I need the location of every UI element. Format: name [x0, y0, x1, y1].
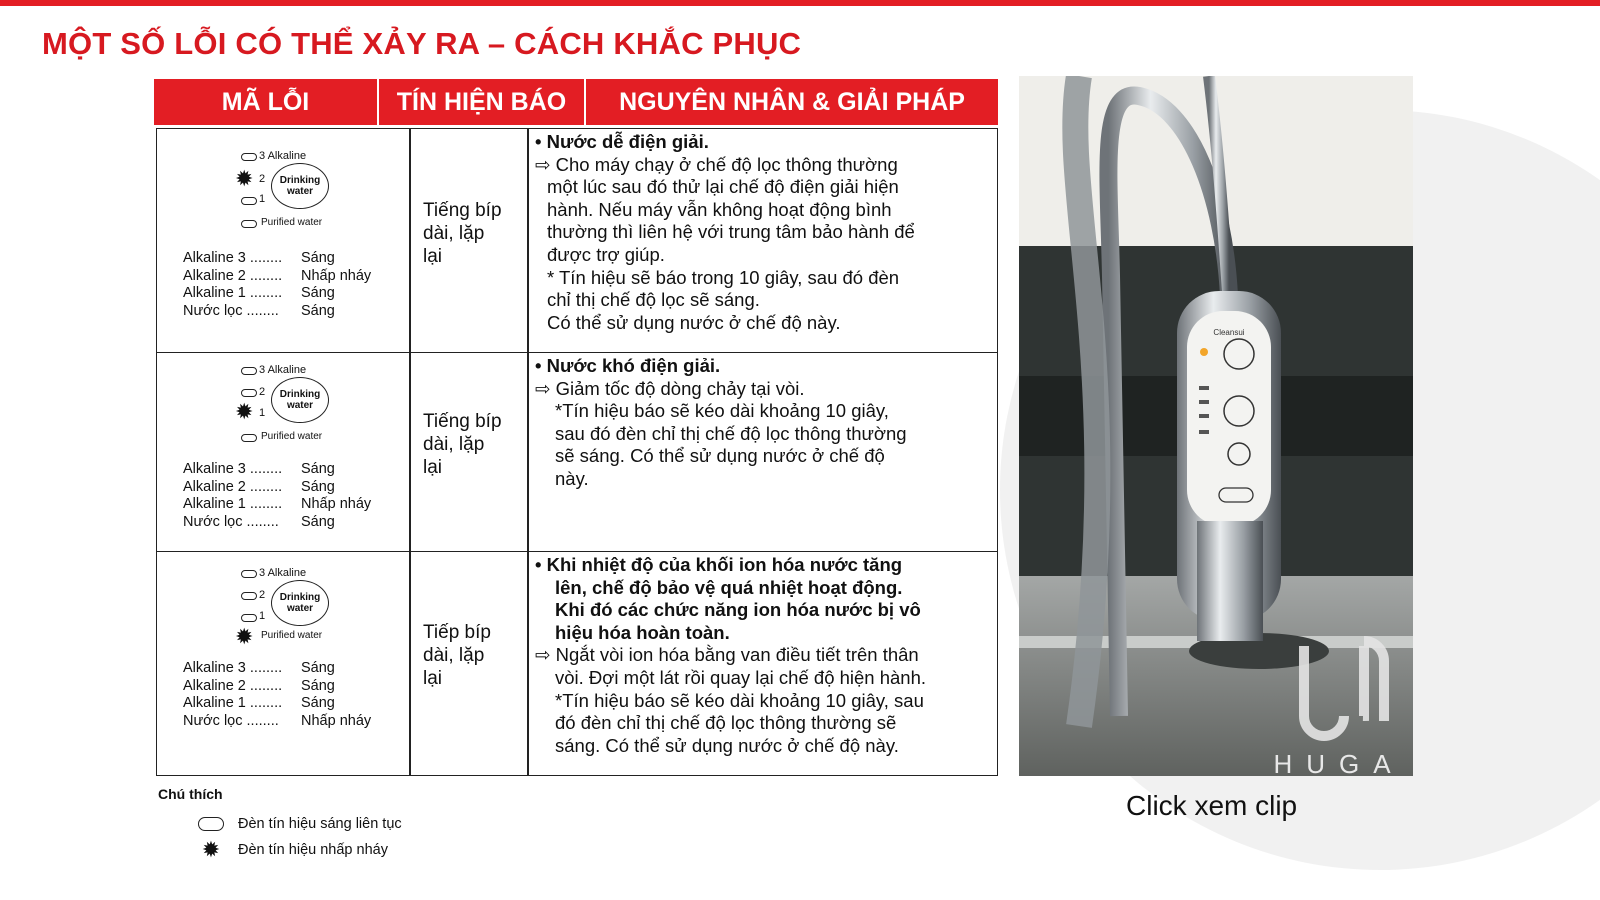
- solution-line: hành. Nếu máy vẫn không hoạt động bình: [547, 198, 892, 220]
- faucet-photo: [1019, 76, 1413, 776]
- blink-icon: ✹: [235, 624, 254, 649]
- status-value: Sáng: [301, 302, 335, 319]
- status-key: Alkaline 2 ........: [183, 478, 283, 495]
- solution-line: ⇨ Ngắt vòi ion hóa bằng van điều tiết trên thân: [535, 644, 919, 666]
- drinking-label: Drinking: [279, 175, 321, 186]
- signal-cell: [423, 621, 533, 690]
- lamp-number: 3: [259, 150, 266, 162]
- legend: [158, 786, 402, 862]
- photo-brand-text: Cleansui: [1213, 328, 1245, 337]
- solution-line: một lúc sau đó thử lại chế độ điện giải hiện: [547, 176, 899, 198]
- signal-line: lại: [423, 246, 443, 267]
- status-value: Sáng: [301, 250, 335, 266]
- status-value: Nhấp nháy: [301, 267, 372, 284]
- solution-line: * Tín hiệu sẽ báo trong 10 giây, sau đó đèn: [547, 266, 900, 288]
- status-row: [183, 496, 371, 514]
- drinking-water-button-icon: [271, 377, 329, 423]
- indicator-panel: [235, 135, 335, 235]
- status-value: Sáng: [301, 660, 335, 676]
- solution-line: ⇨ Cho máy chạy ở chế độ lọc thông thường: [535, 153, 898, 175]
- lamp-number: 3: [259, 567, 266, 579]
- lamp-label-alkaline: Alkaline: [267, 364, 307, 376]
- solution-line: vòi. Đợi một lát rồi quay lại chế độ hiện hành.: [555, 666, 927, 688]
- lamp-alkaline-3: [241, 367, 257, 375]
- table-row: [157, 551, 997, 774]
- solution-cell: [535, 355, 995, 491]
- drinking-water-button-icon: [271, 580, 329, 626]
- status-row: [183, 695, 371, 713]
- signal-line: dài, lặp: [423, 434, 485, 455]
- signal-line: Tiếp bíp: [423, 622, 491, 643]
- solution-line: *Tín hiệu báo sẽ kéo dài khoảng 10 giây,: [555, 400, 889, 422]
- header-solution: NGUYÊN NHÂN & GIẢI PHÁP: [619, 87, 965, 116]
- status-key: Alkaline 1 ........: [183, 695, 283, 711]
- signal-line: lại: [423, 668, 443, 689]
- slide-title: MỘT SỐ LỖI CÓ THỂ XẢY RA – CÁCH KHẮC PHỤC: [42, 26, 802, 61]
- signal-cell: [423, 199, 533, 268]
- lamp-status-list: [183, 461, 371, 531]
- lamp-alkaline-3: [241, 153, 257, 161]
- blink-icon: ✹: [235, 166, 254, 191]
- status-key: Alkaline 1 ........: [183, 285, 283, 301]
- solution-line: sau đó đèn chỉ thị chế độ lọc thông thường: [555, 422, 907, 444]
- error-code-cell: [157, 552, 410, 774]
- blink-icon: ✹: [235, 399, 254, 424]
- status-key: Alkaline 3 ........: [183, 250, 283, 266]
- status-value: Nhấp nháy: [301, 712, 372, 729]
- legend-title: Chú thích: [158, 786, 223, 802]
- indicator-panel: [235, 357, 335, 457]
- lamp-label-purified: Purified water: [261, 431, 323, 442]
- steady-lamp-icon: [198, 817, 224, 831]
- lamp-label-alkaline: Alkaline: [267, 567, 307, 579]
- lamp-label-purified: Purified water: [261, 630, 323, 641]
- status-row: [183, 678, 371, 696]
- status-row: [183, 461, 371, 479]
- lamp-number: 2: [259, 589, 266, 601]
- signal-line: Tiếng bíp: [423, 200, 502, 221]
- solution-line: đó đèn chỉ thị chế độ lọc thông thường sẽ: [555, 712, 897, 734]
- status-value: Sáng: [301, 677, 335, 694]
- blink-icon: ✹: [201, 837, 221, 862]
- header-error-code: MÃ LỖI: [154, 79, 379, 125]
- status-value: Sáng: [301, 478, 335, 495]
- status-row: [183, 479, 371, 497]
- solution-line: được trợ giúp.: [547, 243, 665, 265]
- status-key: Nước lọc ........: [183, 712, 279, 729]
- lamp-alkaline-2: [241, 592, 257, 600]
- table-header: [154, 79, 998, 125]
- solution-heading: lên, chế độ bảo vệ quá nhiệt hoạt động.: [555, 576, 903, 598]
- solution-cell: [535, 554, 995, 757]
- solution-line: chỉ thị chế độ lọc sẽ sáng.: [547, 289, 760, 311]
- lamp-alkaline-2: [241, 389, 257, 397]
- drinking-label: Drinking: [279, 389, 321, 400]
- error-table: [156, 128, 998, 776]
- table-row: [157, 352, 997, 551]
- status-key: Alkaline 2 ........: [183, 267, 283, 284]
- status-row: [183, 268, 371, 286]
- lamp-label-purified: Purified water: [261, 217, 323, 228]
- lamp-number: 2: [259, 386, 266, 398]
- top-accent-bar: [0, 0, 1600, 6]
- signal-line: dài, lặp: [423, 223, 485, 244]
- status-row: [183, 660, 371, 678]
- lamp-alkaline-1: [241, 197, 257, 205]
- solution-heading: • Nước khó điện giải.: [535, 355, 721, 376]
- solution-line: *Tín hiệu báo sẽ kéo dài khoảng 10 giây, sau: [555, 689, 924, 711]
- error-code-cell: [157, 353, 410, 551]
- error-code-cell: [157, 129, 410, 352]
- status-value: Sáng: [301, 695, 335, 711]
- solution-line: sáng. Có thể sử dụng nước ở chế độ này.: [555, 734, 899, 756]
- legend-label: Đèn tín hiệu sáng liên tục: [238, 816, 402, 832]
- status-value: Nhấp nháy: [301, 496, 372, 512]
- status-row: [183, 514, 371, 532]
- signal-cell: [423, 410, 533, 479]
- lamp-number: 3: [259, 364, 266, 376]
- signal-line: Tiếng bíp: [423, 411, 502, 432]
- water-label: water: [286, 186, 314, 197]
- lamp-purified: [241, 434, 257, 442]
- status-key: Alkaline 3 ........: [183, 660, 283, 676]
- header-signal: TÍN HIỆN BÁO: [379, 79, 586, 125]
- signal-line: lại: [423, 457, 443, 478]
- drinking-label: Drinking: [279, 592, 321, 603]
- lamp-number: 1: [259, 193, 266, 205]
- status-key: Nước lọc ........: [183, 302, 279, 319]
- lamp-number: 1: [259, 407, 266, 419]
- watch-clip-link[interactable]: Click xem clip: [1126, 790, 1298, 821]
- photo-logo-text: HUGA: [1273, 749, 1405, 776]
- lamp-status-list: [183, 660, 371, 730]
- solution-heading: hiệu hóa hoàn toàn.: [555, 621, 730, 643]
- table-row: [157, 129, 997, 352]
- solution-cell: [535, 131, 995, 334]
- status-key: Nước lọc ........: [183, 513, 279, 530]
- status-value: Sáng: [301, 285, 335, 301]
- status-row: [183, 713, 371, 731]
- solution-line: thường thì liên hệ với trung tâm bảo hành để: [547, 221, 915, 243]
- lamp-alkaline-3: [241, 570, 257, 578]
- status-key: Alkaline 2 ........: [183, 677, 283, 694]
- indicator-panel: [235, 560, 335, 660]
- lamp-label-alkaline: Alkaline: [267, 150, 307, 162]
- signal-line: dài, lặp: [423, 645, 485, 666]
- legend-item-blink: [198, 837, 388, 862]
- legend-label: Đèn tín hiệu nhấp nháy: [238, 842, 388, 858]
- status-value: Sáng: [301, 513, 335, 530]
- solution-line: Có thể sử dụng nước ở chế độ này.: [547, 311, 841, 333]
- status-value: Sáng: [301, 461, 335, 477]
- lamp-number: 1: [259, 610, 266, 622]
- legend-item-steady: [198, 816, 402, 832]
- lamp-purified: [241, 220, 257, 228]
- water-label: water: [286, 603, 314, 614]
- solution-heading: • Khi nhiệt độ của khối ion hóa nước tăng: [535, 554, 903, 575]
- lamp-status-list: [183, 250, 371, 320]
- solution-heading: Khi đó các chức năng ion hóa nước bị vô: [555, 599, 921, 621]
- status-row: [183, 285, 371, 303]
- lamp-number: 2: [259, 173, 266, 185]
- drinking-water-button-icon: [271, 163, 329, 209]
- status-row: [183, 303, 371, 321]
- status-row: [183, 250, 371, 268]
- water-label: water: [286, 400, 314, 411]
- solution-line: này.: [555, 467, 589, 489]
- faucet-video-thumbnail[interactable]: [1019, 76, 1413, 776]
- solution-line: ⇨ Giảm tốc độ dòng chảy tại vòi.: [535, 377, 805, 399]
- solution-heading: • Nước dễ điện giải.: [535, 131, 709, 152]
- lamp-alkaline-1: [241, 614, 257, 622]
- status-key: Alkaline 3 ........: [183, 461, 283, 477]
- status-key: Alkaline 1 ........: [183, 496, 283, 512]
- solution-line: sẽ sáng. Có thể sử dụng nước ở chế độ: [555, 445, 885, 467]
